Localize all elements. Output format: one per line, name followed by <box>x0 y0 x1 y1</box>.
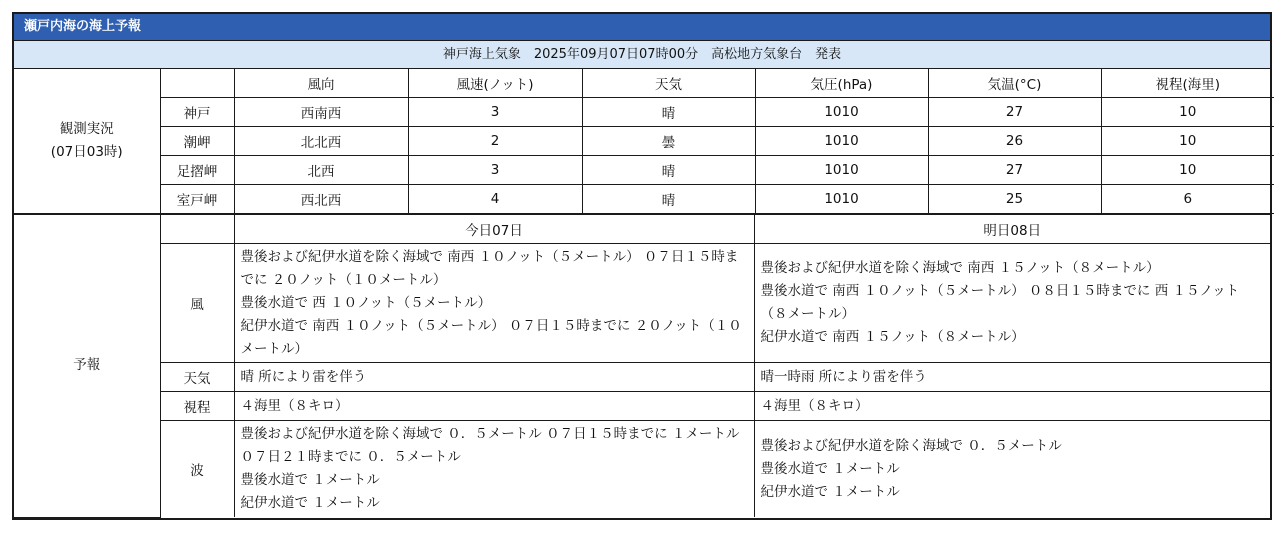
forecast-cell <box>754 244 1270 363</box>
table-cell: 25 <box>928 185 1101 214</box>
column-header: 視程(海里) <box>1101 69 1274 98</box>
forecast-cell <box>234 244 754 363</box>
forecast-line: 紀伊水道で １メートル <box>240 495 380 511</box>
forecast-cell <box>754 392 1270 421</box>
table-cell: 曇 <box>582 127 755 156</box>
observation-table <box>14 69 1274 214</box>
table-row <box>14 98 1274 127</box>
forecast-line: 紀伊水道で 南西 １５ノット（８メートル） <box>760 329 1025 345</box>
marine-forecast-panel <box>12 12 1272 520</box>
observation-header-row <box>14 69 1274 98</box>
forecast-line: 晴 所により雷を伴う <box>240 368 367 385</box>
forecast-line: 豊後水道で １メートル <box>240 472 380 488</box>
table-cell: 26 <box>928 127 1101 156</box>
table-cell: 27 <box>928 98 1101 127</box>
forecast-line: 豊後および紀伊水道を除く海域で ０．５メートル <box>760 437 1062 454</box>
forecast-line: 豊後および紀伊水道を除く海域で 南西 １５ノット（８メートル） <box>760 260 1160 276</box>
forecast-line: 豊後および紀伊水道を除く海域で 南西 １０ノット（５メートル） ０７日１５時までに ２０ノット（１０メートル） <box>240 248 739 288</box>
station-name: 潮岬 <box>160 127 234 156</box>
observation-time: (07日03時) <box>50 144 123 160</box>
table-row <box>14 156 1274 185</box>
table-cell: 西北西 <box>234 185 408 214</box>
forecast-line: 豊後水道で 南西 １０ノット（５メートル） ０８日１５時までに 西 １５ノット（８メートル） <box>760 283 1240 322</box>
table-row <box>14 127 1274 156</box>
table-cell: 2 <box>408 127 582 156</box>
issue-info: 神戸海上気象 2025年09月07日07時00分 高松地方気象台 発表 <box>14 41 1270 69</box>
station-name: 室戸岬 <box>160 185 234 214</box>
forecast-cell <box>234 421 754 518</box>
forecast-day-header: 明日08日 <box>754 215 1270 244</box>
column-header: 風向 <box>234 69 408 98</box>
column-header: 風速(ノット) <box>408 69 582 98</box>
forecast-row-label: 波 <box>160 421 234 518</box>
table-cell: 1010 <box>755 156 928 185</box>
forecast-row-weather <box>14 363 1270 392</box>
table-cell: 4 <box>408 185 582 214</box>
forecast-line: ４海里（８キロ） <box>240 397 349 414</box>
column-header: 天気 <box>582 69 755 98</box>
table-cell: 1010 <box>755 127 928 156</box>
forecast-day-header: 今日07日 <box>234 215 754 244</box>
table-cell: 6 <box>1101 185 1274 214</box>
table-cell: 27 <box>928 156 1101 185</box>
forecast-row-label: 風 <box>160 244 234 363</box>
table-cell: 3 <box>408 156 582 185</box>
forecast-line: 晴一時雨 所により雷を伴う <box>760 368 927 385</box>
table-cell: 晴 <box>582 98 755 127</box>
forecast-row-label: 視程 <box>160 392 234 421</box>
forecast-line: 豊後水道で １メートル <box>760 460 900 477</box>
column-header: 気温(°C) <box>928 69 1101 98</box>
forecast-line: 豊後水道で 西 １０ノット（５メートル） <box>240 294 492 311</box>
table-cell: 10 <box>1101 127 1274 156</box>
observation-label: 観測実況 <box>59 121 114 137</box>
table-cell: 北北西 <box>234 127 408 156</box>
forecast-header-row <box>14 215 1270 244</box>
forecast-row-waves <box>14 421 1270 518</box>
forecast-row-wind <box>14 244 1270 363</box>
station-name: 神戸 <box>160 98 234 127</box>
table-cell: 1010 <box>755 98 928 127</box>
forecast-cell <box>754 363 1270 392</box>
forecast-section-label: 予報 <box>14 215 160 518</box>
forecast-cell <box>234 392 754 421</box>
table-cell: 晴 <box>582 185 755 214</box>
panel-title: 瀬戸内海の海上予報 <box>14 14 1270 41</box>
empty-header-cell <box>160 215 234 244</box>
table-cell: 西南西 <box>234 98 408 127</box>
table-cell: 北西 <box>234 156 408 185</box>
table-cell: 10 <box>1101 156 1274 185</box>
forecast-line: 紀伊水道で 南西 １０ノット（５メートル） ０７日１５時までに ２０ノット（１０メートル） <box>240 317 742 357</box>
forecast-cell <box>754 421 1270 518</box>
table-cell: 3 <box>408 98 582 127</box>
table-cell: 10 <box>1101 98 1274 127</box>
forecast-table <box>14 214 1270 518</box>
forecast-line: 豊後および紀伊水道を除く海域で ０．５メートル ０７日１５時までに １メートル ０７日２１時までに ０．５メートル <box>240 426 740 465</box>
column-header: 気圧(hPa) <box>755 69 928 98</box>
forecast-row-label: 天気 <box>160 363 234 392</box>
forecast-cell <box>234 363 754 392</box>
empty-header-cell <box>160 69 234 98</box>
table-cell: 1010 <box>755 185 928 214</box>
table-row <box>14 185 1274 214</box>
table-cell: 晴 <box>582 156 755 185</box>
forecast-row-visibility <box>14 392 1270 421</box>
station-name: 足摺岬 <box>160 156 234 185</box>
forecast-line: ４海里（８キロ） <box>760 397 869 414</box>
observation-section-label <box>14 69 160 214</box>
forecast-line: 紀伊水道で １メートル <box>760 483 900 500</box>
